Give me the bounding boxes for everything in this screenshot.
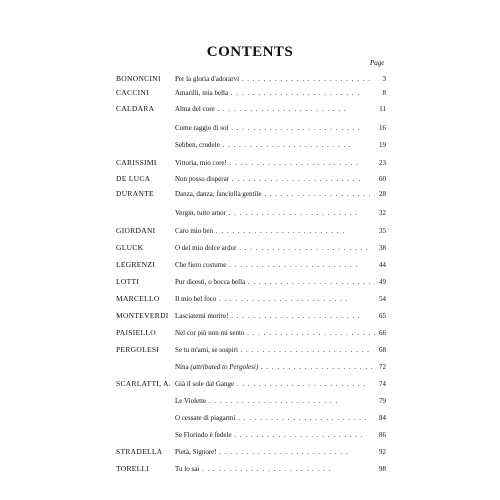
page-number: 49 [379,278,386,286]
song-title [175,310,375,322]
composer-name: GLUCK [116,243,144,252]
page-number: 92 [379,448,386,456]
song-title-text: Che fiero costume [175,261,227,269]
list-item [0,276,500,288]
song-title [175,378,375,390]
list-item [0,344,500,356]
page-number: 86 [379,431,386,439]
song-title-text: Danza, danza, fanciulla gentile [175,190,262,198]
composer-name: BONONCINI [116,74,161,83]
composer-name: MARCELLO [116,294,160,303]
list-item [0,188,500,200]
song-title [175,157,375,169]
page-number: 98 [379,465,386,473]
song-title-text: Vittoria, mio core! [175,159,227,167]
list-item [0,310,500,322]
song-title-text: O cessate di piagarmi [175,414,236,422]
list-item [0,463,500,475]
page-number: 74 [379,380,386,388]
list-item [0,293,500,305]
song-title-text: Amarilli, mia bella [175,89,229,97]
page-number: 23 [379,159,386,167]
composer-name: SCARLATTI, A. [116,379,171,388]
song-title [175,327,375,339]
song-title-text: Le Violette [175,397,207,405]
page-number: 11 [379,105,386,113]
song-title-text: Lasciatemi morire! [175,312,229,320]
composer-name: LOTTI [116,277,140,286]
song-title [175,188,375,200]
composer-name: DURANTE [116,189,154,198]
page-number: 79 [379,397,386,405]
list-item [0,242,500,254]
song-title [175,87,375,99]
composer-name: CALDARA [116,104,155,113]
list-item [0,207,500,219]
song-title-text: Sebben, crudele [175,141,220,149]
song-title [175,361,375,373]
song-title-text: Tu lo sai [175,465,200,473]
song-title [175,242,375,254]
list-item [0,446,500,458]
composer-name: TORELLI [116,464,150,473]
song-title [175,446,375,458]
list-item [0,139,500,151]
composer-name: PERGOLESI [116,345,160,354]
page-number: 72 [379,363,386,371]
list-item [0,173,500,185]
list-item [0,73,500,85]
page-title: CONTENTS [206,44,294,60]
song-title-text: Pietà, Signore! [175,448,217,456]
song-title-text: Nel cor più non mi sento [175,329,245,337]
song-title-text: Non posso disperar [175,175,230,183]
list-item [0,87,500,99]
page-number: 38 [379,244,386,252]
list-item [0,157,500,169]
page-number: 8 [382,89,386,97]
list-item [0,225,500,237]
song-title [175,103,375,115]
song-title-text: Per la gloria d'adorarvi [175,75,240,83]
song-title [175,225,375,237]
composer-name: GIORDANI [116,226,156,235]
song-title [175,344,375,356]
song-title [175,463,375,475]
composer-name: LEGRENZI [116,260,156,269]
song-title-text: Caro mio ben [175,227,214,235]
song-title-text: Se Florindo è fedele [175,431,232,439]
page-number: 54 [379,295,386,303]
list-item [0,122,500,134]
composer-name: STRADELLA [116,447,163,456]
song-title [175,293,375,305]
page-number: 66 [379,329,386,337]
song-title-text: Alma del core [175,105,215,113]
list-item [0,259,500,271]
song-title [175,276,375,288]
list-item [0,327,500,339]
list-item [0,395,500,407]
composer-name: DE LUCA [116,174,151,183]
list-item [0,361,500,373]
composer-name: MONTEVERDI [116,311,169,320]
list-item [0,378,500,390]
song-title-text: Nina [175,363,189,371]
page-number: 19 [379,141,386,149]
page-number: 32 [379,209,386,217]
song-title [175,259,375,271]
composer-name: PAISIELLO [116,328,156,337]
list-item [0,103,500,115]
song-title [175,412,375,424]
song-title-text: Se tu m'ami, se sospiri [175,346,238,354]
song-title [175,395,375,407]
list-item [0,412,500,424]
song-title [175,207,375,219]
song-title-text: Il mio bel foco [175,295,217,303]
page-number: 60 [379,175,386,183]
list-item [0,429,500,441]
song-title-text: Come raggio di sol [175,124,229,132]
title-note: (attributed to Pergolesi) [190,363,259,371]
song-title-text: Già il sole dal Gange [175,380,235,388]
page-number: 16 [379,124,386,132]
page-number: 65 [379,312,386,320]
composer-name: CARISSIMI [116,158,157,167]
page-number: 84 [379,414,386,422]
song-title-text: Vergin, tutto amor [175,209,227,217]
page-column-label: Page [370,59,385,67]
page-number: 35 [379,227,386,235]
song-title [175,139,375,151]
song-title [175,73,375,85]
page-number: 28 [379,190,386,198]
song-title-text: Pur dicesti, o bocca bella [175,278,246,286]
song-title [175,429,375,441]
page-number: 3 [382,75,386,83]
song-title [175,122,375,134]
page-number: 44 [379,261,386,269]
song-title [175,173,375,185]
page-number: 68 [379,346,386,354]
composer-name: CACCINI [116,88,149,97]
song-title-text: O del mio dolce ardor [175,244,237,252]
